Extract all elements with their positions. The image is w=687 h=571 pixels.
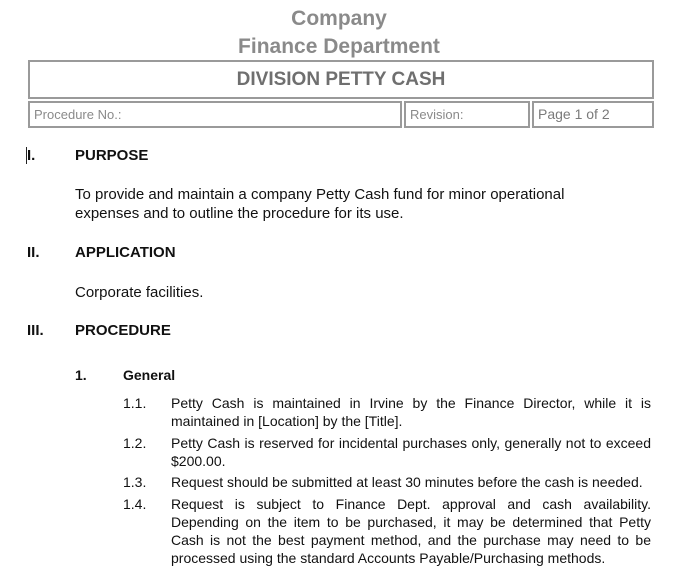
list-item-number: 1.2.	[123, 435, 147, 451]
list-item-number: 1.3.	[123, 474, 147, 490]
application-text: Corporate facilities.	[75, 284, 204, 301]
section-title-purpose: PURPOSE	[75, 147, 149, 164]
purpose-text-line-2: expenses and to outline the procedure for its use.	[75, 205, 404, 222]
list-item-number: 1.1.	[123, 395, 147, 411]
company-name: Company	[291, 7, 387, 30]
document-title: DIVISION PETTY CASH	[28, 60, 654, 99]
subsection-title-general: General	[123, 367, 176, 383]
procedure-number-field[interactable]: Procedure No.:	[28, 101, 402, 128]
department-name: Finance Department	[238, 35, 440, 58]
subsection-number: 1.	[75, 367, 87, 383]
section-number: I.	[27, 147, 36, 164]
page-indicator: Page 1 of 2	[532, 101, 654, 128]
list-item-text: Petty Cash is maintained in Irvine by the Finance Director, while it is maintained in [Location] by the [Title].	[171, 395, 651, 429]
list-item-text: Request is subject to Finance Dept. approval and cash availability. Depending on the item to be purchased, it may be determined that Petty Cash is not the best payment method, and the purchase may need to be processed using the standard Accounts Payable/Purchasing methods.	[171, 496, 651, 566]
section-title-procedure: PROCEDURE	[75, 322, 171, 339]
revision-field[interactable]: Revision:	[404, 101, 530, 128]
section-number: III.	[27, 322, 44, 339]
list-item-text: Petty Cash is reserved for incidental purchases only, generally not to exceed $200.00.	[171, 435, 651, 469]
list-item-number: 1.4.	[123, 496, 147, 512]
section-title-application: APPLICATION	[75, 244, 176, 261]
list-item-text: Request should be submitted at least 30 minutes before the cash is needed.	[171, 474, 643, 490]
purpose-text-line-1: To provide and maintain a company Petty Cash fund for minor operational	[75, 186, 565, 203]
section-number: II.	[27, 244, 40, 261]
